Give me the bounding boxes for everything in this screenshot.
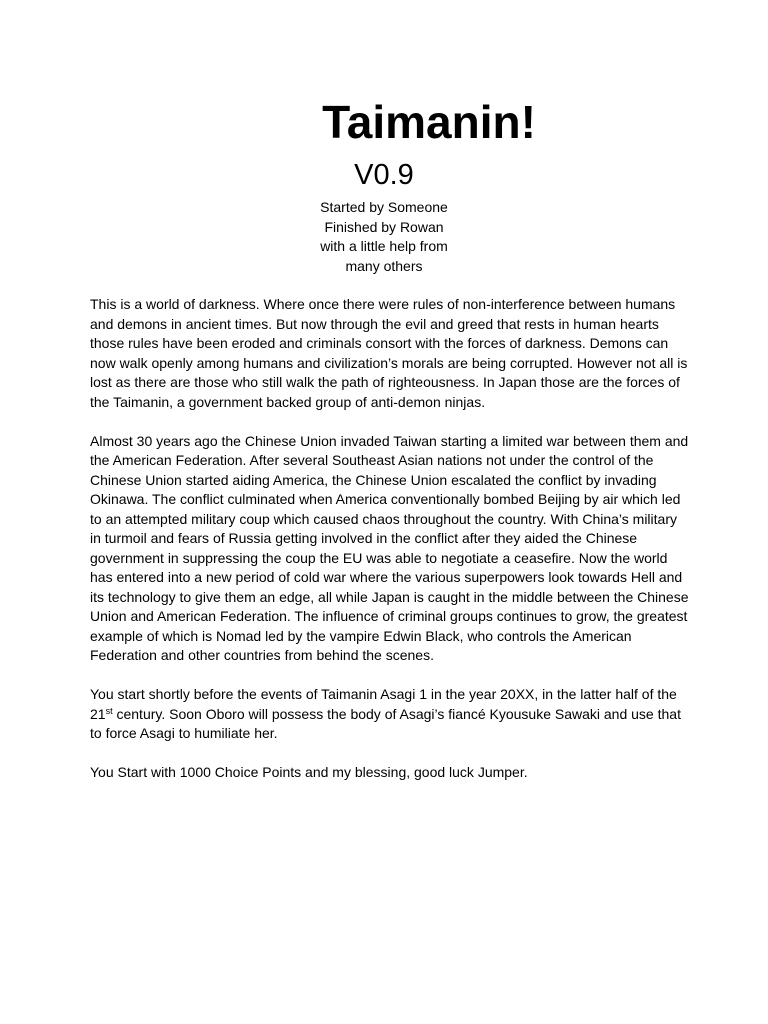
setting-text-start: You start shortly before the events of Taimanin Asagi 1 in the year 20XX, in the latter half of the 21 xyxy=(90,686,677,722)
history-paragraph: Almost 30 years ago the Chinese Union invaded Taiwan starting a limited war between them and the American Federation. After several Southeast Asian nations not under the control of the Chinese Union started aiding America, the Chinese Union escalated the conflict by invading Okinawa. The conflict culminated when America conventionally bombed Beijing by air which led to an attempted military coup which caused chaos throughout the country. With China’s military in turmoil and fears of Russia getting involved in the conflict after they aided the Chinese government in suppressing the coup the EU was able to negotiate a ceasefire. Now the world has entered into a new period of cold war where the various superpowers look towards Hell and its technology to give them an edge, all while Japan is caught in the middle between the Chinese Union and American Federation. The influence of criminal groups continues to grow, the greatest example of which is Nomad led by the vampire Edwin Black, who controls the American Federation and other countries from behind the scenes. xyxy=(90,432,689,663)
choice-points-paragraph: You Start with 1000 Choice Points and my blessing, good luck Jumper. xyxy=(90,764,528,780)
credit-line: Finished by Rowan xyxy=(324,218,444,235)
document-title: Taimanin! xyxy=(322,96,536,148)
intro-paragraph: This is a world of darkness. Where once there were rules of non-interference between humans and demons in ancient times. But now through the evil and greed that rests in human hearts those rules have been eroded and criminals consort with the forces of darkness. Demons can now walk openly among humans and civilization’s morals are being corrupted. However not all is lost as there are those who still walk the path of righteousness. In Japan those are the forces of the Taimanin, a government backed group of anti-demon ninjas. xyxy=(90,296,688,410)
document-version xyxy=(0,155,768,195)
credit-line: with a little help from xyxy=(320,238,448,254)
ordinal-suffix: st xyxy=(105,705,113,716)
setting-text-end: century. Soon Oboro will possess the body of Asagi’s fiancé Kyousuke Sawaki and use that to force Asagi to humiliate her. xyxy=(90,705,681,741)
document-body xyxy=(90,295,690,802)
credit-line: many others xyxy=(345,257,423,274)
credits-block xyxy=(0,198,768,276)
setting-paragraph xyxy=(90,685,690,744)
version-label: V0.9 xyxy=(354,159,414,191)
credit-line: Started by Someone xyxy=(320,199,448,215)
